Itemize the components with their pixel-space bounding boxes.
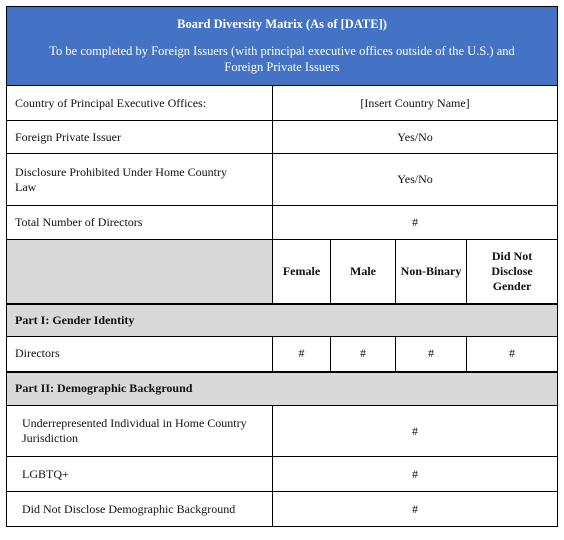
undisclosed-demographic-label: Did Not Disclose Demographic Background xyxy=(7,492,273,527)
underrepresented-value: # xyxy=(273,406,558,457)
total-value: # xyxy=(273,206,558,240)
column-header-male: Male xyxy=(331,240,396,304)
column-header-blank xyxy=(7,240,273,304)
matrix-subtitle: To be completed by Foreign Issuers (with principal executive offices outside of the U.S.) and Foreign Private Issuers xyxy=(49,44,515,74)
column-header-did-not-disclose-gender: Did Not Disclose Gender xyxy=(467,240,558,304)
part1-heading: Part I: Gender Identity xyxy=(7,304,558,337)
lgbtq-label: LGBTQ+ xyxy=(7,457,273,492)
part2-heading: Part II: Demographic Background xyxy=(7,372,558,406)
column-header-non-binary: Non-Binary xyxy=(396,240,467,304)
undisclosed-demographic-value: # xyxy=(273,492,558,527)
directors-label: Directors xyxy=(7,337,273,372)
country-value: [Insert Country Name] xyxy=(273,86,558,121)
directors-female-value: # xyxy=(273,337,331,372)
board-diversity-matrix xyxy=(6,6,558,527)
total-label: Total Number of Directors xyxy=(7,206,273,240)
lgbtq-value: # xyxy=(273,457,558,492)
directors-non-binary-value: # xyxy=(396,337,467,372)
fpi-label: Foreign Private Issuer xyxy=(7,121,273,154)
column-header-female: Female xyxy=(273,240,331,304)
matrix-header xyxy=(7,7,558,86)
country-label: Country of Principal Executive Offices: xyxy=(7,86,273,121)
disclosure-value: Yes/No xyxy=(273,154,558,206)
directors-undisclosed-value: # xyxy=(467,337,558,372)
directors-male-value: # xyxy=(331,337,396,372)
fpi-value: Yes/No xyxy=(273,121,558,154)
underrepresented-label: Underrepresented Individual in Home Country Jurisdiction xyxy=(7,406,273,457)
disclosure-label: Disclosure Prohibited Under Home Country Law xyxy=(7,154,273,206)
matrix-title: Board Diversity Matrix (As of [DATE]) xyxy=(177,17,387,31)
